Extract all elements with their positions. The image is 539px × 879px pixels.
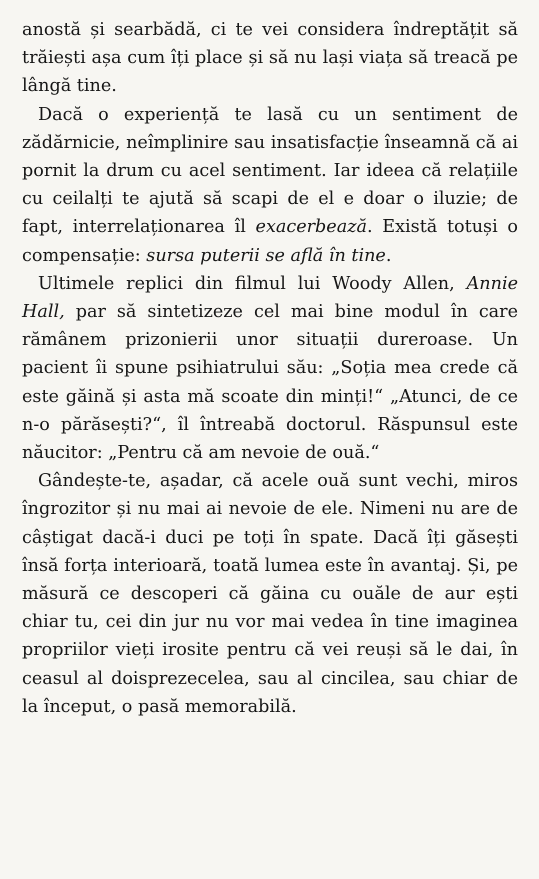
paragraph-annie-hall	[22, 270, 518, 467]
paragraph-conclusion	[22, 467, 518, 721]
italic-term: exacerbează	[255, 217, 367, 238]
italic-phrase: sursa puterii se află în tine	[146, 245, 386, 266]
page-text-body	[22, 16, 518, 721]
text-segment: anostă și searbădă, ci te vei considera îndreptățit să trăiești așa cum îți place și să nu lași viața să treacă pe lângă tine.	[22, 20, 518, 97]
text-segment: Ultimele replici din filmul lui Woody Allen,	[38, 273, 467, 294]
text-segment: .	[385, 245, 392, 266]
film-title: Annie Hall,	[22, 273, 518, 323]
paragraph-continuation	[22, 16, 518, 101]
text-segment: par să sintetizeze cel mai bine modul în care rămânem prizonierii unor situații dureroase. Un pacient îi spune psihiatrului său: „Soția mea crede că este găină și asta mă scoate din minți!“ „Atunci, de ce n-o părăsești?“, îl întreabă doctorul. Răspunsul este năucitor: „Pentru că am nevoie de ouă.“	[22, 302, 518, 464]
text-segment: Gândește-te, așadar, că acele ouă sunt vechi, miros îngrozitor și nu mai ai nevoie de ele. Nimeni nu are de câștigat dacă-i duci pe toți în spate. Dacă îți găsești însă forța interioară, toată lumea este în avantaj. Și, pe măsură ce descoperi că găina cu ouăle de aur ești chiar tu, cei din jur nu vor mai vedea în tine imaginea propriilor vieți irosite pentru că vei reuși să le dai, în ceasul al doisprezecelea, sau al cincilea, sau chiar de la început, o pasă memorabilă.	[22, 471, 518, 717]
text-segment: Dacă o experiență te lasă cu un sentiment de zădărnicie, neîmplinire sau insatisfacție înseamnă că ai pornit la drum cu acel sentiment. Iar ideea că relațiile cu ceilalți te ajută să scapi de el e doar o iluzie; de fapt, interrelaționarea îl	[22, 104, 518, 238]
paragraph-experience	[22, 101, 518, 270]
text-segment: . Există totuși o compensație:	[22, 217, 518, 266]
